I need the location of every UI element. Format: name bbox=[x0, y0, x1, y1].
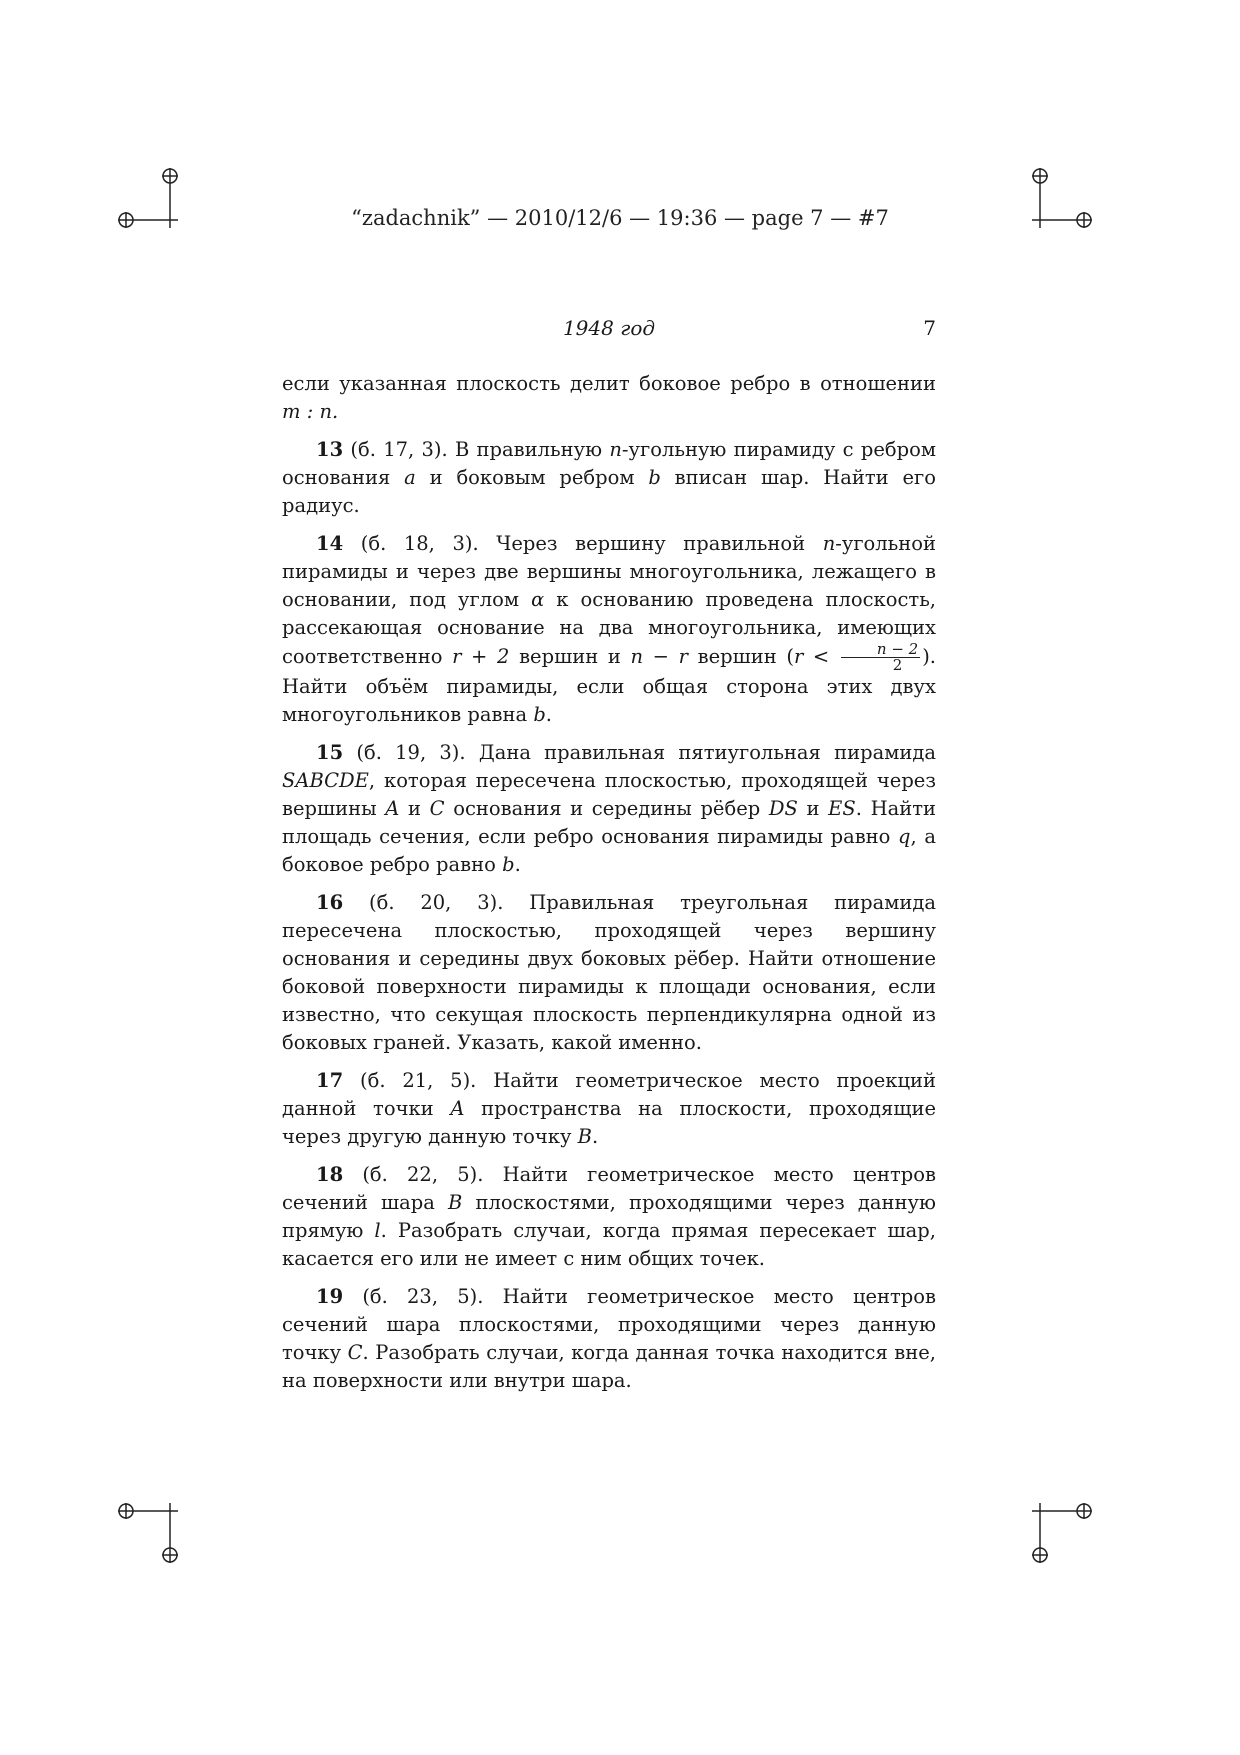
problem-14: 14 (б. 18, 3). Через вершину правильной n-угольной пирамиды и через две вершины многоугольника, лежащего в основании, под углом α к основанию проведена плоскость, рассекающая основание на два многоугольника, имеющих соответственно r + 2 вершин и n − r вершин (r < $\frac{n - 2}{2}$ ). Найти объём пирамиды, если общая сторона этих двух многоугольников равна b. bbox=[282, 532, 937, 726]
problem-16: 16 (б. 20, 3). Правильная треугольная пирамида пересечена плоскостью, проходящей через вершину основания и середины двух боковых рёбер. Найти отношение боковой поверхности пирамиды к площади основания, если известно, что секущая плоскость перпендикулярна одной из боковых граней. Указать, какой именно. bbox=[282, 891, 937, 1054]
problem-source: (б. 22, 5). bbox=[362, 1163, 484, 1186]
page-title: 1948 год bbox=[562, 316, 656, 340]
crop-mark-bottom-right bbox=[1032, 1503, 1092, 1563]
problem-number: 19 bbox=[316, 1285, 344, 1308]
problem-source: (б. 17, 3). bbox=[350, 438, 448, 461]
running-line: “zadachnik” — 2010/12/6 — 19:36 — page 7 — #7 bbox=[351, 206, 889, 230]
continuation-paragraph: если указанная плоскость делит боковое ребро в отношении m : n. bbox=[282, 372, 936, 423]
problem-13: 13 (б. 17, 3). В правильную n-угольную пирамиду с ребром основания a и боковым ребром b вписан шар. Найти его радиус. bbox=[282, 438, 936, 517]
page-header bbox=[282, 316, 936, 346]
problem-15: 15 (б. 19, 3). Дана правильная пятиугольная пирамида SABCDE, которая пересечена плоскостью, проходящей через вершины A и C основания и середины рёбер DS и ES. Найти площадь сечения, если ребро основания пирамиды равно q, а боковое ребро равно b. bbox=[282, 741, 936, 876]
problem-source: (б. 19, 3). bbox=[356, 741, 466, 764]
page-body bbox=[282, 370, 936, 1405]
problem-source: (б. 21, 5). bbox=[359, 1069, 477, 1092]
problem-17: 17 (б. 21, 5). Найти геометрическое место проекций данной точки A пространства на плоскости, проходящие через другую данную точку B. bbox=[282, 1069, 936, 1148]
page-number: 7 bbox=[923, 316, 936, 340]
problem-19: 19 (б. 23, 5). Найти геометрическое место центров сечений шара плоскостями, проходящими через данную точку C. Разобрать случаи, когда данная точка находится вне, на поверхности или внутри шара. bbox=[282, 1285, 937, 1392]
problem-source: (б. 20, 3). bbox=[368, 891, 504, 914]
problem-number: 15 bbox=[316, 741, 344, 764]
problem-number: 18 bbox=[316, 1163, 344, 1186]
problem-number: 14 bbox=[316, 532, 344, 555]
problem-18: 18 (б. 22, 5). Найти геометрическое место центров сечений шара B плоскостями, проходящими через данную прямую l. Разобрать случаи, когда прямая пересекает шар, касается его или не имеет с ним общих точек. bbox=[282, 1163, 937, 1270]
problem-number: 13 bbox=[316, 438, 344, 461]
problem-source: (б. 18, 3). bbox=[360, 532, 479, 555]
crop-mark-bottom-left bbox=[118, 1503, 178, 1563]
fraction: $\frac{n - 2}{2}$ bbox=[841, 642, 920, 673]
problem-number: 16 bbox=[316, 891, 344, 914]
problem-source: (б. 23, 5). bbox=[362, 1285, 484, 1308]
problem-number: 17 bbox=[316, 1069, 344, 1092]
